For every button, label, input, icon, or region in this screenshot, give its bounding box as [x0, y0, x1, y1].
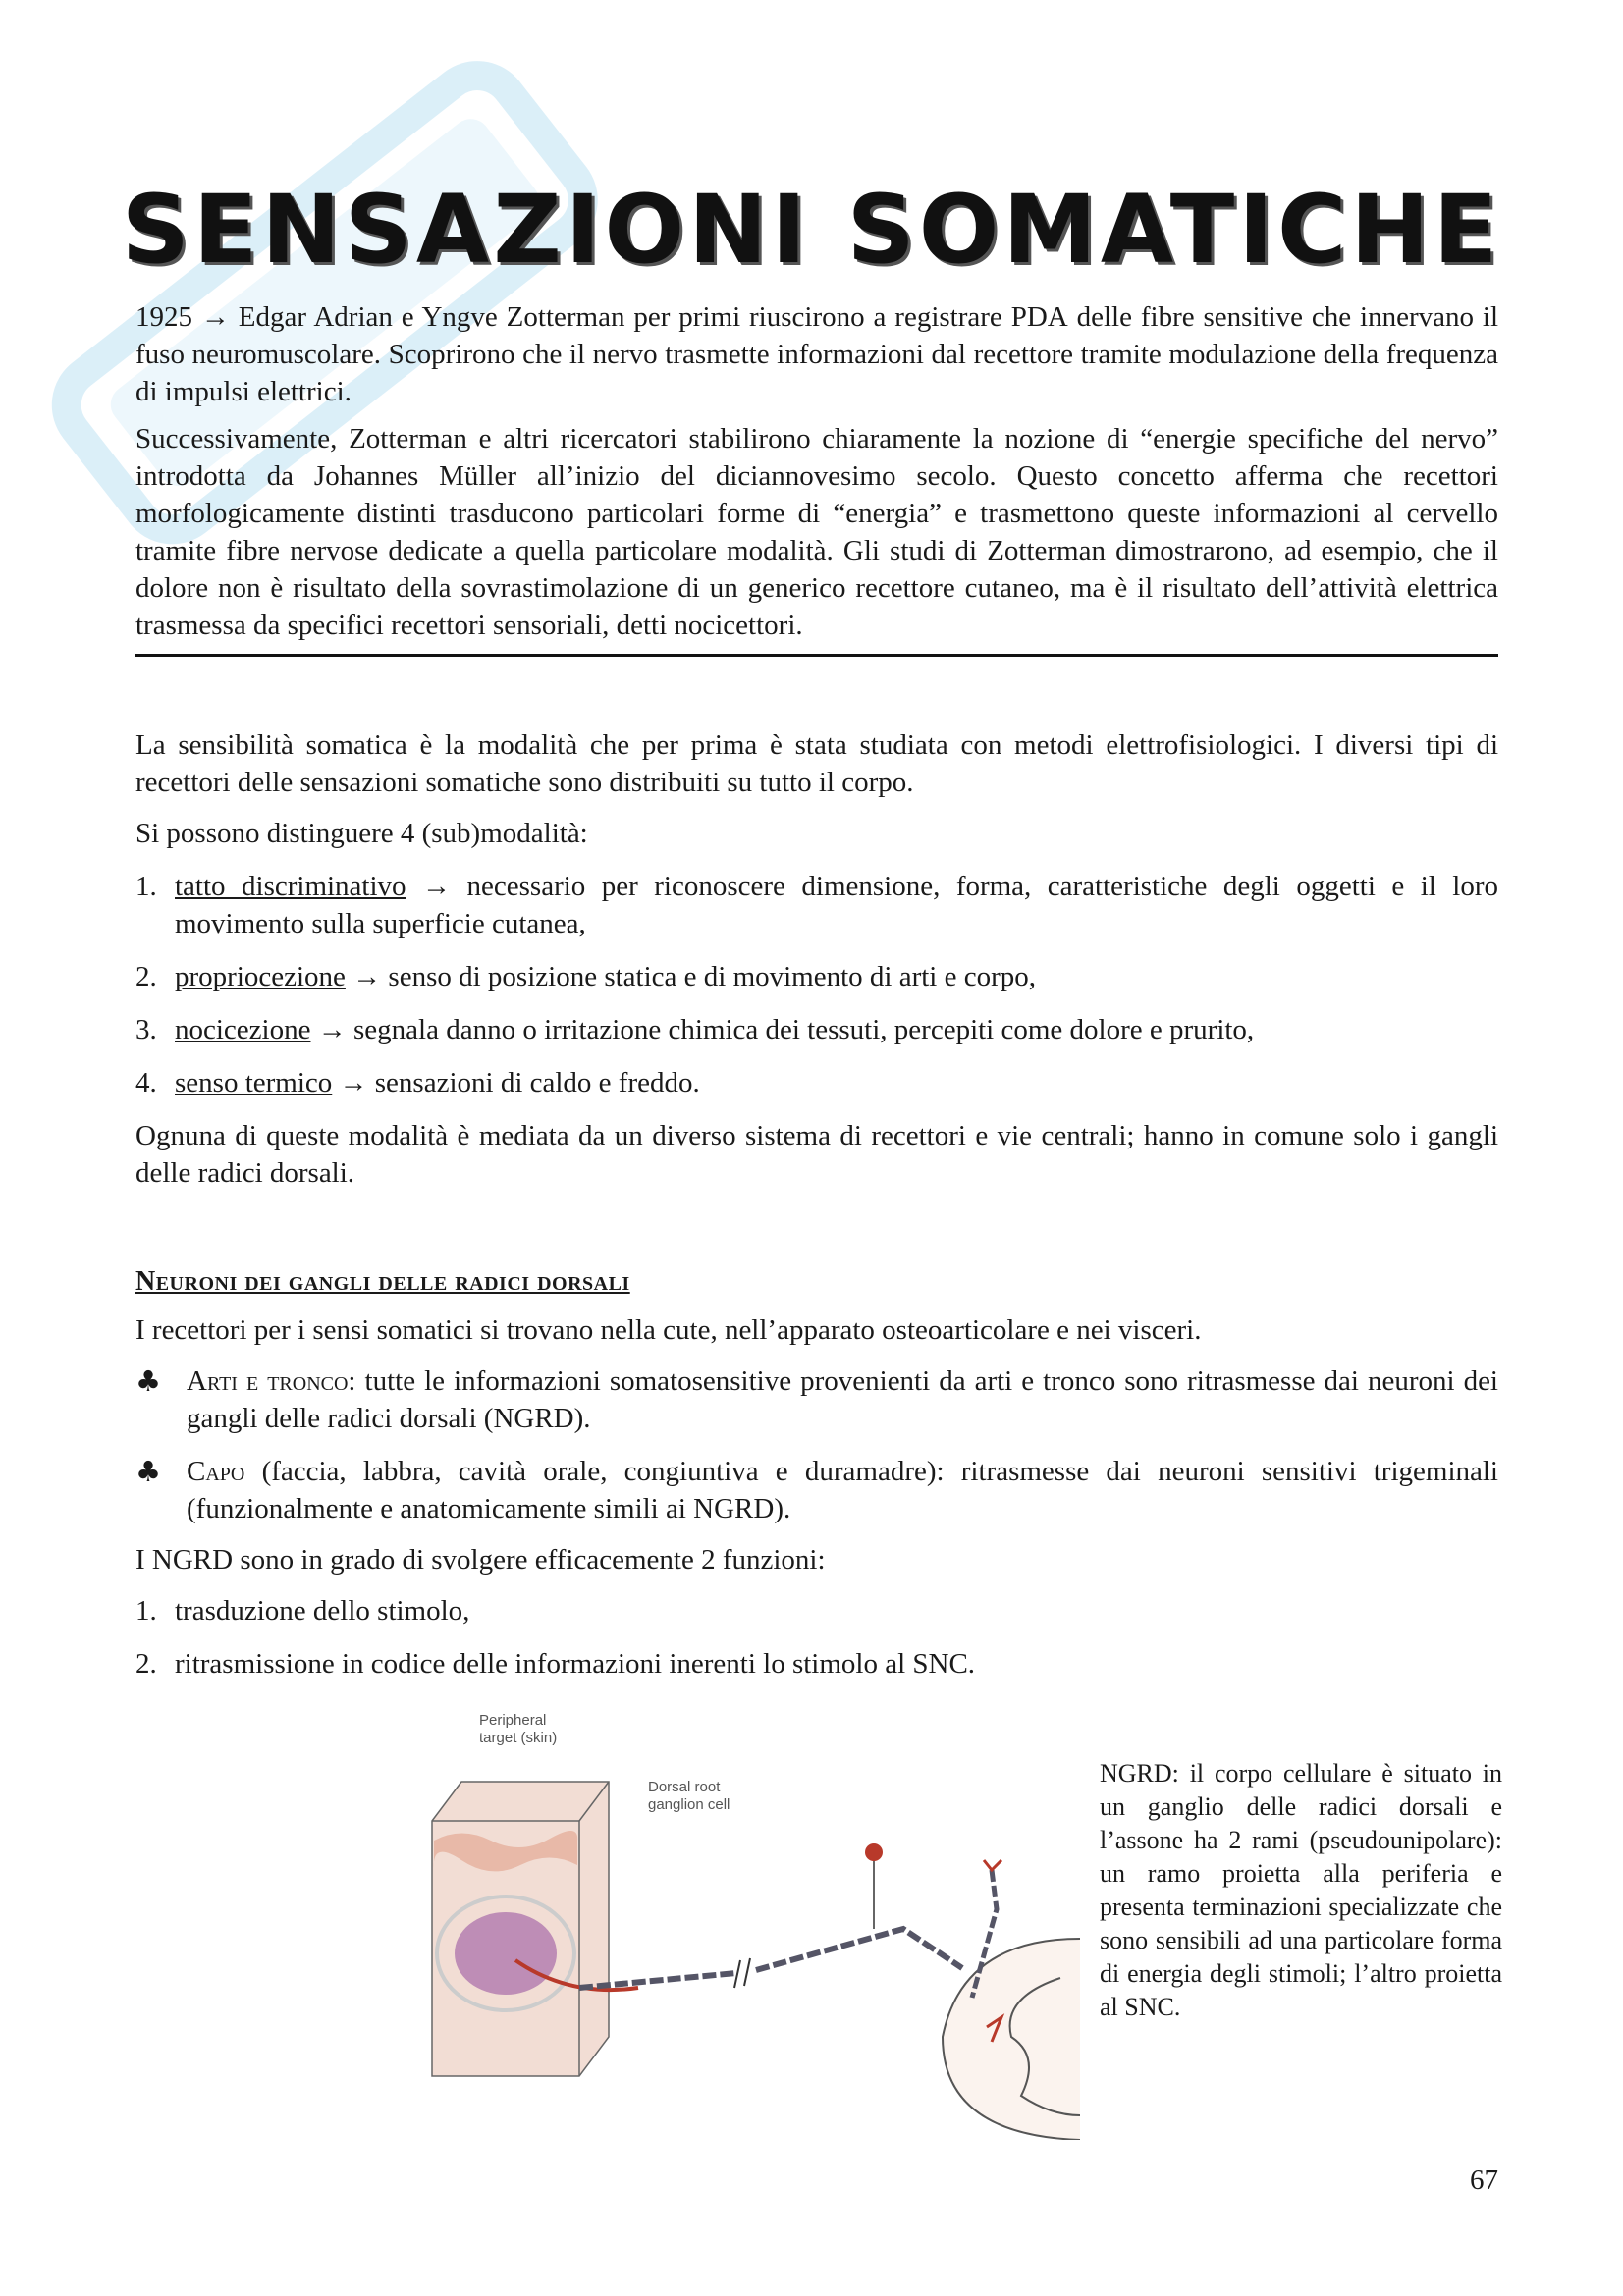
list-item: 3. nocicezione → segnala danno o irritazione chimica dei tessuti, percepiti come dolore e prurito,: [135, 1014, 1255, 1045]
club-bullet-icon: ♣: [135, 1455, 161, 1488]
ngrd-section: [135, 1266, 1498, 1682]
list-item: 1. trasduzione dello stimolo,: [135, 1595, 470, 1627]
modalities-section: [135, 726, 1498, 1192]
list-item: 4. senso termico → sensazioni di caldo e freddo.: [135, 1067, 700, 1098]
figure-caption: NGRD: il corpo cellulare è situato in un ganglio delle radici dorsali e l’assone ha 2 rami (pseudounipolare): un ramo proietta alla periferia e presenta terminazioni specializzate che sono sensibili ad una particolare forma di energia degli stimoli; l’altro proietta al SNC.: [1100, 1759, 1502, 2021]
spinal-cord: [943, 1860, 1080, 2140]
ganglion-cell-body: [865, 1843, 883, 1861]
list-item: ♣ Capo (faccia, labbra, cavità orale, congiuntiva e duramadre): ritrasmesse dai neuroni sensitivi trigeminali (funzionalmente e anatomicamente simili ai NGRD).: [135, 1455, 1498, 1524]
functions-list: [135, 1592, 1498, 1682]
figure-label-target-2: target (skin): [479, 1730, 558, 1746]
list-item: 2. propriocezione → senso di posizione statica e di movimento di arti e corpo,: [135, 961, 1037, 992]
intro-paragraph-1: 1925 → Edgar Adrian e Yngve Zotterman per primi riuscirono a registrare PDA delle fibre sensitive che innervano il fuso neuromuscolare. Scoprirono che il nervo trasmette informazioni dal recettore tramite modulazione della frequenza di impulsi elettrici.: [135, 301, 1499, 407]
section2-paragraph-2: I NGRD sono in grado di svolgere efficacemente 2 funzioni:: [135, 1544, 826, 1575]
divider: [135, 654, 1498, 657]
section2-paragraph-1: I recettori per i sensi somatici si trovano nella cute, nell’apparato osteoarticolare e nei visceri.: [135, 1314, 1202, 1346]
list-item: 1. tatto discriminativo → necessario per riconoscere dimensione, forma, caratteristiche degli oggetti e il loro movimento sulla superficie cutanea,: [135, 871, 1499, 939]
bullet-list: [135, 1362, 1498, 1527]
club-bullet-icon: ♣: [135, 1364, 161, 1398]
page-number: 67: [1470, 2164, 1498, 2196]
figure-label-cell-2: ganglion cell: [648, 1796, 730, 1813]
section1-paragraph-3: Ognuna di queste modalità è mediata da un diverso sistema di recettori e vie centrali; hanno in comune solo i gangli delle radici dorsali.: [135, 1120, 1498, 1189]
page-title: SENSAZIONI SOMATICHE: [121, 175, 1502, 285]
figure-label-cell-1: Dorsal root: [648, 1779, 721, 1795]
skin-block: [432, 1782, 609, 2076]
list-item: ♣ Arti e tronco: tutte le informazioni somatosensitive provenienti da arti e tronco sono ritrasmesse dai neuroni dei gangli delle radici dorsali (NGRD).: [135, 1364, 1498, 1434]
modalities-list: [135, 868, 1498, 1101]
figure-label-target-1: Peripheral: [479, 1712, 547, 1729]
section1-paragraph-2: Si possono distinguere 4 (sub)modalità:: [135, 818, 588, 849]
section-heading: Neuroni dei gangli delle radici dorsali: [135, 1266, 630, 1297]
section1-paragraph-1: La sensibilità somatica è la modalità che per prima è stata studiata con metodi elettrofisiologici. I diversi tipi di recettori delle sensazioni somatiche sono distribuiti su tutto il corpo.: [135, 729, 1498, 798]
intro-section: [135, 298, 1498, 644]
drg-neuron-figure: [412, 1703, 1080, 2140]
intro-paragraph-2: Successivamente, Zotterman e altri ricercatori stabilirono chiaramente la nozione di “energie specifiche del nervo” introdotta da Johannes Müller all’inizio del diciannovesimo secolo. Questo concetto afferma che recettori morfologicamente distinti trasducono particolari forme di “energia” e trasmettono queste informazioni al cervello tramite fibre nervose dedicate a quella particolare modalità. Gli studi di Zotterman dimostrarono, ad esempio, che il dolore non è risultato della sovrastimolazione di un generico recettore cutaneo, ma è il risultato dell’attività elettrica trasmessa da specifici recettori sensoriali, detti nocicettori.: [135, 423, 1498, 641]
list-item: 2. ritrasmissione in codice delle informazioni inerenti lo stimolo al SNC.: [135, 1648, 976, 1680]
